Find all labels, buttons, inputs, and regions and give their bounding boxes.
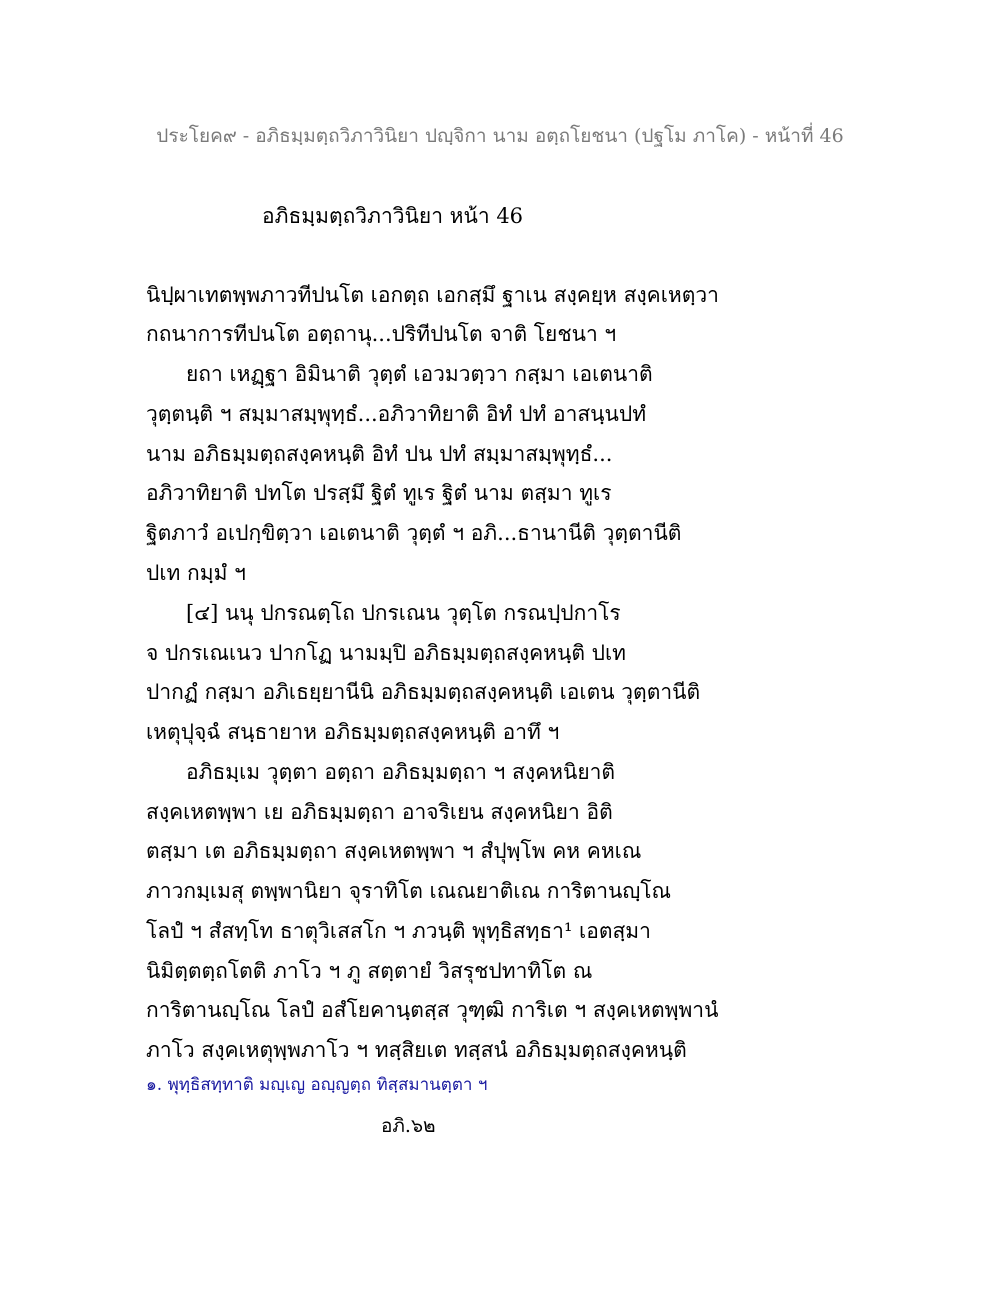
text-line: นิปฺผาเทตพฺพภาวทีปนโต เอกตฺถ เอกสฺมึ ฐาเน สงฺคยฺห สงฺคเหตฺวา (146, 283, 719, 307)
page-title: อภิธมฺมตฺถวิภาวินิยา หน้า 46 (262, 204, 524, 228)
text-line: โลปํ ฯ สํสทฺโท ธาตุวิเสสโก ฯ ภวนฺติ พุทฺธิสทฺธา¹ เอตสฺมา (146, 919, 651, 943)
text-line: [๔] นนุ ปกรณตฺโถ ปกรเณน วุตฺโต กรณปฺปกาโร (186, 601, 621, 625)
text-line: เหตุปุจฺฉํ สนฺธายาห อภิธมฺมตฺถสงฺคหนฺติ อาทึ ฯ (146, 720, 560, 744)
page-number: อภิ.๖๒ (381, 1115, 436, 1137)
text-line: ฐิตภาวํ อเปกฺขิตฺวา เอเตนาติ วุตฺตํ ฯ อภิ...ธานานีติ วุตฺตานีติ (146, 521, 682, 545)
text-line: จ ปกรเณเนว ปากโฏ นามมฺปิ อภิธมฺมตฺถสงฺคหนฺติ ปเท (146, 641, 626, 665)
text-line: นาม อภิธมฺมตฺถสงฺคหนฺติ อิทํ ปน ปทํ สมฺมาสมฺพุทฺธํ... (146, 442, 613, 466)
text-line: อภิวาทิยาติ ปทโต ปรสฺมึ ฐิตํ ทูเร ฐิตํ นาม ตสฺมา ทูเร (146, 481, 612, 505)
text-line: ปเท กมฺมํ ฯ (146, 561, 246, 585)
text-line: กถนาการทีปนโต อตฺถานุ...ปริทีปนโต จาติ โยชนา ฯ (146, 322, 617, 346)
running-header: ประโยค๙ - อภิธมฺมตฺถวิภาวินิยา ปญฺจิกา นาม อตฺถโยชนา (ปฐโม ภาโค) - หน้าที่ 46 (156, 125, 844, 147)
footnote: ๑. พุทฺธิสทฺทาติ มญฺเญ อญฺญตฺถ ทิสฺสมานตฺตา ฯ (146, 1075, 488, 1095)
text-line: การิตานญฺโณ โลปํ อสํโยคานฺตสฺส วุฑฺฒิ การิเต ฯ สงฺคเหตพฺพานํ (146, 998, 719, 1022)
text-line: อภิธมฺเม วุตฺตา อตฺถา อภิธมฺมตฺถา ฯ สงฺคหนิยาติ (186, 760, 616, 784)
text-line: ตสฺมา เต อภิธมฺมตฺถา สงฺคเหตพฺพา ฯ สํปุพฺโพ คห คหเณ (146, 839, 642, 863)
text-line: ภาโว สงฺคเหตุพฺพภาโว ฯ ทสฺสิยเต ทสฺสนํ อภิธมฺมตฺถสงฺคหนฺติ (146, 1038, 687, 1062)
text-line: ภาวกมฺเมสุ ตพฺพานิยา จุราทิโต เณณยาติเณ การิตานญฺโณ (146, 879, 671, 903)
text-line: สงฺคเหตพฺพา เย อภิธมฺมตฺถา อาจริเยน สงฺคหนิยา อิติ (146, 800, 613, 824)
text-line: นิมิตฺตตฺถโตติ ภาโว ฯ ภู สตฺตายํ วิสรุชปทาทิโต ณ (146, 959, 593, 983)
text-line: ยถา เหฏฺฐา อิมินาติ วุตฺตํ เอวมวตฺวา กสฺมา เอเตนาติ (186, 362, 653, 386)
text-line: ปากฏํ กสฺมา อภิเธยฺยานีนิ อภิธมฺมตฺถสงฺคหนฺติ เอเตน วุตฺตานีติ (146, 680, 701, 704)
text-line: วุตฺตนฺติ ฯ สมฺมาสมฺพุทฺธํ...อภิวาทิยาติ อิทํ ปทํ อาสนฺนปทํ (146, 402, 647, 426)
